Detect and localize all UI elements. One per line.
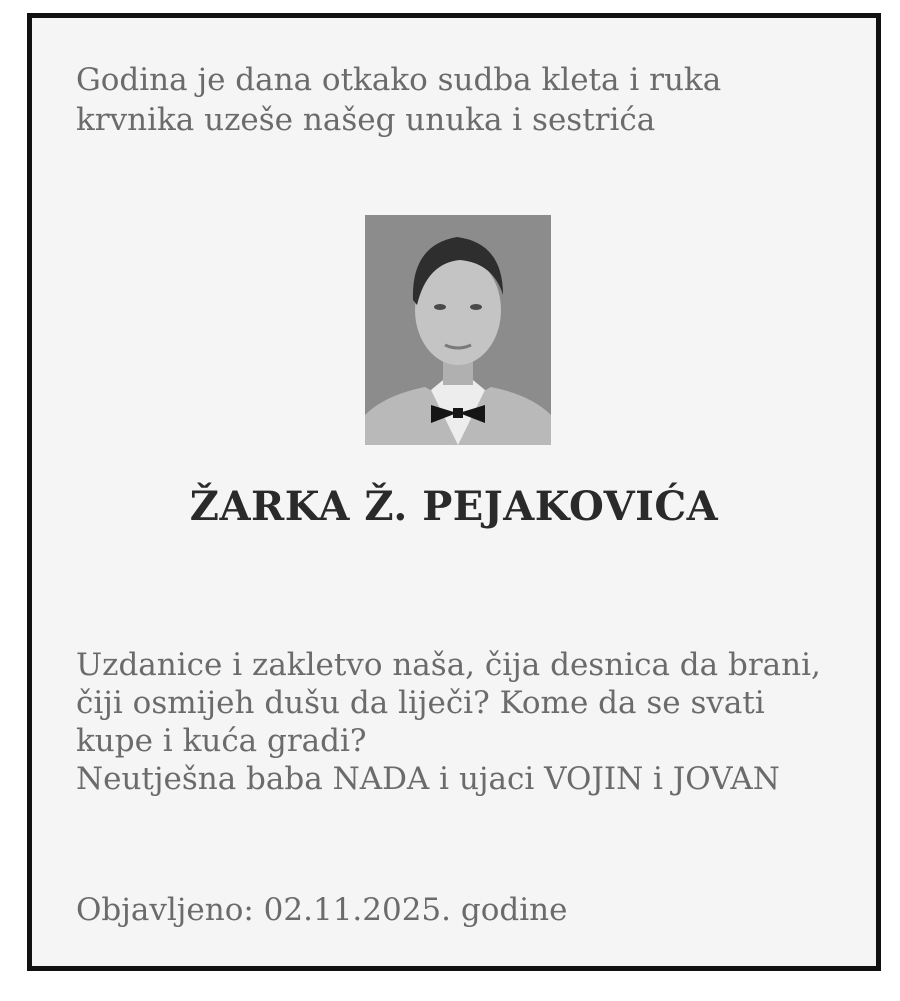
published-date: Objavljeno: 02.11.2025. godine	[76, 892, 568, 928]
intro-text	[76, 60, 836, 140]
body-text	[76, 646, 866, 798]
intro-line: krvnika uzeše našeg unuka i sestrića	[76, 102, 656, 138]
obituary-notice	[27, 13, 881, 971]
signature-line: Neutješna baba NADA i ujaci VOJIN i JOVAN	[76, 761, 780, 797]
body-line: Uzdanice i zakletvo naša, čija desnica da brani,	[76, 647, 821, 683]
deceased-name: ŽARKA Ž. PEJAKOVIĆA	[189, 483, 719, 530]
portrait-photo	[365, 215, 551, 445]
body-line: čiji osmijeh dušu da liječi? Kome da se svati	[76, 685, 765, 721]
intro-line: Godina je dana otkako sudba kleta i ruka	[76, 62, 722, 98]
body-line: kupe i kuća gradi?	[76, 723, 367, 759]
